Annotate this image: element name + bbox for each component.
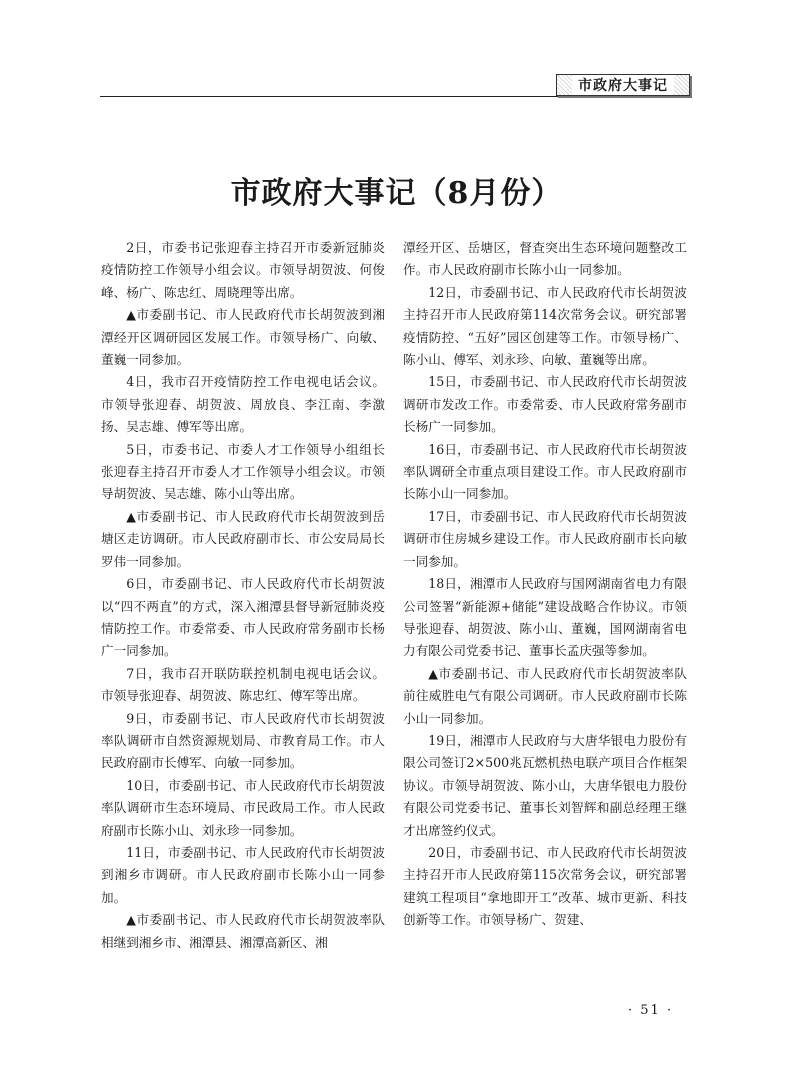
paragraph: 9日，市委副书记、市人民政府代市长胡贺波率队调研市自然资源规划局、市教育局工作。市人民政府副市长傅军、向敏一同参加。 xyxy=(101,710,385,771)
paragraph-continued: 潭经开区、岳塘区，督查突出生态环境问题整改工作。市人民政府副市长陈小山一同参加。 xyxy=(403,240,687,278)
paragraph: 4日，我市召开疫情防控工作电视电话会议。市领导张迎春、胡贺波、周放良、李江南、李激扬、吴志雄、傅军等出席。 xyxy=(101,374,385,435)
paragraph: ▲市委副书记、市人民政府代市长胡贺波率队相继到湘乡市、湘潭县、湘潭高新区、湘 xyxy=(101,912,385,950)
section-tag xyxy=(556,74,690,96)
page-title: 市政府大事记（8月份） xyxy=(230,176,563,211)
section-tag-label: 市政府大事记 xyxy=(572,75,674,95)
paragraph: 19日，湘潭市人民政府与大唐华银电力股份有限公司签订2×500兆瓦燃机热电联产项目合作框架协议。市领导胡贺波、陈小山，大唐华银电力股份有限公司党委书记、董事长刘智辉和副总经理王继才出席签约仪式。 xyxy=(403,732,687,838)
right-column xyxy=(403,237,687,932)
paragraph: 6日，市委副书记、市人民政府代市长胡贺波以“四不两直”的方式，深入湘潭县督导新冠肺炎疫情防控工作。市委常委、市人民政府常务副市长杨广一同参加。 xyxy=(101,576,385,659)
paragraph: 15日，市委副书记、市人民政府代市长胡贺波调研市发改工作。市委常委、市人民政府常务副市长杨广一同参加。 xyxy=(403,374,687,435)
paragraph: 20日，市委副书记、市人民政府代市长胡贺波主持召开市人民政府第115次常务会议，研究部署建筑工程项目“拿地即开工”改革、城市更新、科技创新等工作。市领导杨广、贺建、 xyxy=(403,844,687,928)
paragraph: 7日，我市召开联防联控机制电视电话会议。市领导张迎春、胡贺波、陈忠红、傅军等出席。 xyxy=(101,665,385,704)
paragraph: 10日，市委副书记、市人民政府代市长胡贺波率队调研市生态环境局、市民政局工作。市人民政府副市长陈小山、刘永珍一同参加。 xyxy=(101,777,385,838)
paragraph: 12日，市委副书记、市人民政府代市长胡贺波主持召开市人民政府第114次常务会议。研究部署疫情防控、“五好”园区创建等工作。市领导杨广、陈小山、傅军、刘永珍、向敏、董巍等出席。 xyxy=(403,284,687,368)
paragraph: 17日，市委副书记、市人民政府代市长胡贺波调研市住房城乡建设工作。市人民政府副市长向敏一同参加。 xyxy=(403,508,687,569)
paragraph: ▲市委副书记、市人民政府代市长胡贺波到湘潭经开区调研园区发展工作。市领导杨广、向敏、董巍一同参加。 xyxy=(101,307,385,368)
left-column xyxy=(101,237,385,954)
paragraph: 16日，市委副书记、市人民政府代市长胡贺波率队调研全市重点项目建设工作。市人民政府副市长陈小山一同参加。 xyxy=(403,441,687,502)
header-rule xyxy=(100,96,692,97)
paragraph: ▲市委副书记、市人民政府代市长胡贺波率队前往威胜电气有限公司调研。市人民政府副市长陈小山一同参加。 xyxy=(403,665,687,726)
paragraph: 5日，市委书记、市委人才工作领导小组组长张迎春主持召开市委人才工作领导小组会议。市领导胡贺波、吴志雄、陈小山等出席。 xyxy=(101,441,385,502)
paragraph: 18日，湘潭市人民政府与国网湖南省电力有限公司签署“新能源+储能”建设战略合作协议。市领导张迎春、胡贺波、陈小山、董巍，国网湖南省电力有限公司党委书记、董事长孟庆强等参加。 xyxy=(403,576,687,659)
paragraph: 11日，市委副书记、市人民政府代市长胡贺波到湘乡市调研。市人民政府副市长陈小山一同参加。 xyxy=(101,844,385,905)
page-number: · 51 · xyxy=(628,1003,674,1018)
paragraph: ▲市委副书记、市人民政府代市长胡贺波到岳塘区走访调研。市人民政府副市长、市公安局局长罗伟一同参加。 xyxy=(101,508,385,569)
paragraph: 2日，市委书记张迎春主持召开市委新冠肺炎疫情防控工作领导小组会议。市领导胡贺波、何俊峰、杨广、陈忠红、周晓理等出席。 xyxy=(101,240,385,300)
